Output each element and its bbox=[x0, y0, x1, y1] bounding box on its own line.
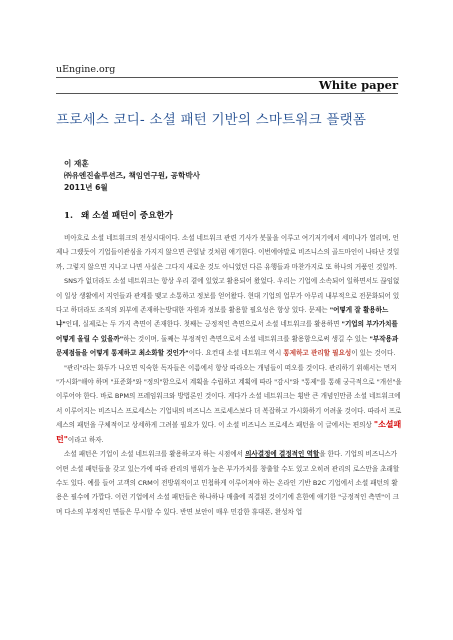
p2-text-2: 인데, 실제로는 두 가지 측면이 존재한다. 첫째는 긍정적인 측면으로서 소셜 네트워크를 활용하면 bbox=[65, 320, 342, 329]
publication-date: 2011년 6월 bbox=[64, 183, 108, 192]
p2-text-3: 하는 것이며, 둘째는 부정적인 측면으로서 소셜 네트워크를 활용함으로써 생길 수 있는 bbox=[123, 334, 370, 343]
author-affiliation: ㈜유엔진솔루션즈, 책임연구원, 공학박사 bbox=[64, 171, 201, 180]
author-name: 이 재훈 bbox=[64, 159, 89, 168]
paragraph-2 bbox=[56, 274, 403, 360]
document-title: 프로세스 코디- 소셜 패턴 기반의 스마트워크 플랫폼 bbox=[56, 112, 367, 128]
p2-emphasis-3: "부작용과 문제점들을 어떻게 통제하고 최소화할 것인가" bbox=[56, 334, 399, 358]
doc-type-label: White paper bbox=[318, 78, 398, 92]
body-text bbox=[56, 231, 403, 519]
paragraph-1 bbox=[56, 231, 403, 274]
p3-highlight: "소셜패턴" bbox=[56, 420, 402, 444]
p2-text-1: SNS가 없더라도 소셜 네트워크는 항상 우리 곁에 있었고 활용되어 왔었다. 우리는 기업에 소속되어 일하면서도 끊임없이 일상 생활에서 지인들과 관계를 맺고 소통하고 정보를 얻어왔다. 현대 기업의 업무가 아무리 내부적으로 전문화되어 있다고 하더라도 조직의 외부에 존재하는방대한 자원과 정보를 활용할 필요성은 항상 있다. 문제는 bbox=[56, 277, 400, 315]
p2-emphasis-1: "어떻게 잘 활용하느냐" bbox=[56, 306, 389, 329]
p3-text-2: 이라고 하자. bbox=[67, 435, 104, 444]
header-rule-bottom bbox=[56, 93, 398, 94]
p2-emphasis-2: "기업의 부가가치를 어떻게 올릴 수 있을까" bbox=[56, 320, 398, 343]
paragraph-3 bbox=[56, 361, 403, 447]
paragraph-4 bbox=[56, 447, 403, 519]
p4-underline: 의사결정에 결정적인 역할 bbox=[245, 450, 320, 459]
p1-text-1: 비아흐로 소셜 네트워크의 전성시대이다. 소셜 네트워크 관련 기사가 봇물을 이루고 여기저기에서 세미나가 열리며, 언제나 그랬듯이 기업들이관심을 가지지 않으면 큰일날 것처럼 얘기한다. 이번에야말로 비즈니스의 골드마인이 나타난 것일까, 그렇지 않으면 지나고 나면 사실은 그다지 새로운 것도 아니었던 다른 유행들과 마찬가지로 또 하나의 거품인 것일까. bbox=[56, 234, 400, 271]
p4-text-1: 소셜 패턴은 기업이 소셜 네트워크를 활용하고자 하는 시점에서 bbox=[64, 450, 246, 459]
p2-highlight: 통제하고 관리할 필요성 bbox=[283, 349, 352, 358]
site-name: uEngine.org bbox=[56, 64, 116, 75]
section-number: 1. bbox=[64, 211, 73, 221]
section-title: 왜 소셜 패턴이 중요한가 bbox=[80, 211, 173, 221]
p2-text-4: 이다. 요컨대 소셜 네트워크 역시 bbox=[188, 349, 284, 358]
p3-text-1: "관리"라는 화두가 나오면 익숙한 독자들은 이름에서 항상 따라오는 개념들이 떠오를 것이다. 관리하기 위해서는 먼저 "가시화"해야 하며 "표준화"와 "정의"함으로서 계획을 수립하고 계획에 따라 "감시"와 "통제"를 통해 궁극적으로 "개선"을이루어야 한다. 바로 BPM의 프레임워크와 방법론인 것이다. 게다가 소셜 네트워크는 횡반 큰 개념인만큼 소셜 네트워크에서 이루어지는 비즈니스 프로세스는 기업내의 비즈니스 프로세스보다 더 복잡하고 가시화하기 어려울 것이다. 따라서 프로세스의 패턴을 구체적이고 상세하게 그려볼 필요가 있다. 이 소셜 비즈니스 프로세스 패턴을 이 글에서는 편의상 bbox=[56, 363, 402, 430]
p4-text-2: 을 한다. 기업의 비즈니스가 어떤 소셜 패턴들을 갖고 있는가에 따라 관리의 범위가 높은 부가가치를 창출할 수도 있고 오히려 관리의 로스만을 초래할 수도 있다. 예를 들어 고객의 CRM이 전방위적이고 민첩하게 이루어져야 하는 온라인 기반 B2C 기업에서 소셜 패턴의 활용은 필수에 가깝다. 이런 기업에서 소셜 패턴들은 하나하나 매출에 직결된 것이기에 흔한에 얘기한 "긍정적인 측면"이 크며 다소의 부정적인 면들은 무시할 수 있다. 반면 보안이 매우 민감한 휴대폰, 완성차 업 bbox=[56, 450, 400, 516]
p2-text-5: 이 있는 것이다. bbox=[351, 349, 396, 358]
section-heading bbox=[64, 209, 173, 221]
